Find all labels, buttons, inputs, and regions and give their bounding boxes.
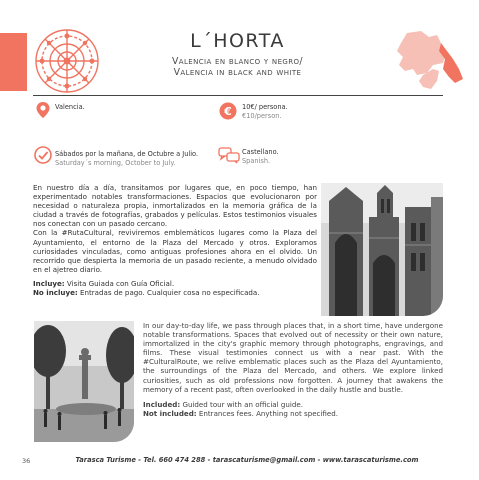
paragraph-es-1: En nuestro día a día, transitamos por lugares que, en poco tiempo, han experimentado notables transformaciones. Espacios que evolucionaron por necesidad o naturaleza propia, inmortalizados en la memoria gráfica de la ciudad a través de fotografías, grabados y películas. Estos testimonios visuales nos conectan con un pasado cercano. — [33, 183, 317, 229]
schedule-en: Saturday´s morning, October to July. — [55, 159, 176, 167]
price-block — [242, 103, 288, 121]
subtitle-es: Valencia en blanco y negro/ — [172, 56, 303, 67]
paragraph-es-2: Con la #RutaCultural, reviviremos emblemáticos lugares como la Plaza del Ayuntamiento, el entorno de la Plaza del Mercado y otros. Exploramos curiosidades vinculadas, como antiguas profesiones ahora en el olvido. Un recorrido que despierta la memoria de un pasado reciente, a menudo olvidado en el ajetreo diario. — [33, 228, 317, 274]
schedule-es: Sábados por la mañana, de Octubre a Julio. — [55, 150, 199, 158]
excluded-es — [33, 288, 317, 297]
accent-bar — [0, 33, 27, 91]
included-en-label: Included: — [143, 399, 181, 409]
cathedral-photo — [321, 183, 443, 316]
language-en: Spanish. — [242, 157, 271, 165]
excluded-en-label: Not included: — [143, 408, 197, 418]
footer-contact: Tarasca Turisme - Tel. 660 474 288 - tarascaturisme@gmail.com - www.tarascaturisme.com — [75, 456, 419, 464]
language-es: Castellano. — [242, 148, 279, 156]
description-en — [143, 321, 443, 418]
euro-icon — [219, 102, 237, 120]
included-en-text: Guided tour with an official guide. — [180, 399, 303, 409]
location-text: Valencia. — [55, 103, 85, 111]
page-title: L´HORTA — [190, 30, 285, 52]
region-map-icon — [393, 29, 471, 101]
plaza-photo — [34, 321, 134, 442]
paragraph-en-1: In our day-to-day life, we pass through places that, in a short time, have undergone notable transformations. Spaces that evolved out of necessity or their own nature, immortalized in the city's graphic memory through photographs, engravings, and films. These visual testimonies connect us with a near past. With the #CulturalRoute, we relive emblematic places such as the Plaza del Ayuntamiento, the surroundings of the Plaza del Mercado, and others. We explore linked curiosities, such as old professions now forgotten. A journey that awakens the memory of a recent past, often overlooked in the daily hustle and bustle. — [143, 321, 443, 394]
schedule-block — [55, 150, 198, 168]
check-badge-icon — [34, 146, 52, 164]
included-en — [143, 400, 443, 409]
rosette-logo-icon — [33, 27, 101, 95]
excluded-es-text: Entradas de pago. Cualquier cosa no especificada. — [77, 288, 260, 298]
subtitle-en: Valencia in black and white — [173, 67, 302, 78]
chat-bubbles-icon — [218, 146, 240, 164]
price-es: 10€/ persona. — [242, 103, 288, 111]
language-block — [242, 148, 279, 166]
included-es-label: Incluye: — [33, 278, 65, 288]
included-es — [33, 279, 317, 288]
page-subtitle — [95, 56, 380, 78]
svg-text:€: € — [224, 105, 232, 118]
description-es — [33, 183, 317, 297]
excluded-en-text: Entrances fees. Anything not specified. — [196, 408, 339, 418]
price-en: €10/person. — [242, 112, 282, 120]
excluded-es-label: No incluye: — [33, 288, 78, 298]
map-pin-icon — [34, 101, 52, 119]
header-divider — [33, 95, 443, 96]
page-number: 36 — [22, 457, 31, 465]
included-es-text: Visita Guiada con Guía Oficial. — [64, 278, 175, 288]
excluded-en — [143, 409, 443, 418]
